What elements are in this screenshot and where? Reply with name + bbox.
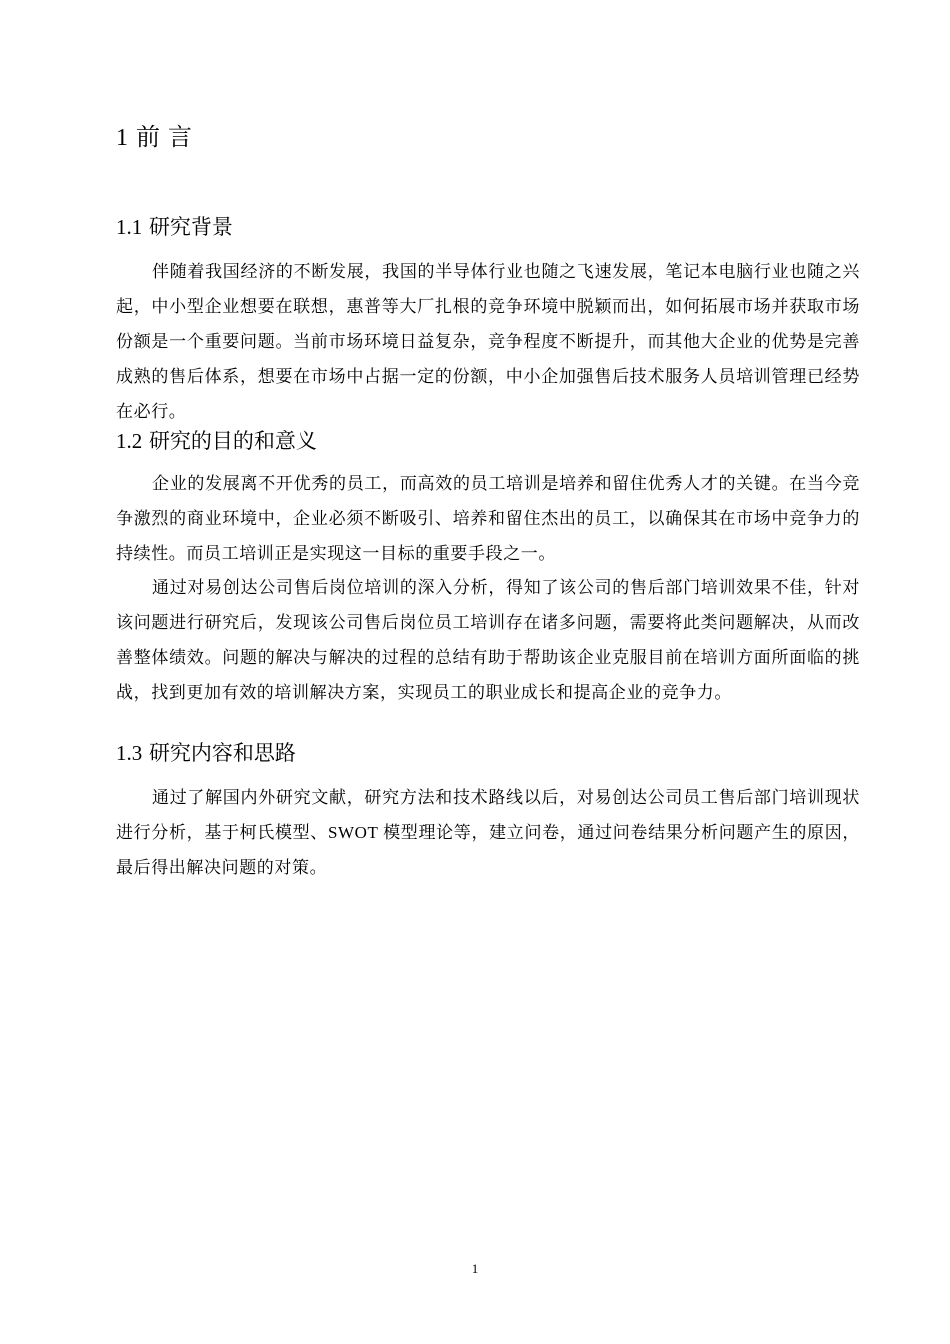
section-heading-1-2 <box>116 426 317 456</box>
chapter-title: 1 前 言 <box>116 125 193 151</box>
paragraph: 通过了解国内外研究文献，研究方法和技术路线以后，对易创达公司员工售后部门培训现状进行分析，基于柯氏模型、SWOT 模型理论等，建立问卷，通过问卷结果分析问题产生的原因，最后得出解决问题的对策。 <box>116 788 860 877</box>
paragraph: 伴随着我国经济的不断发展，我国的半导体行业也随之飞速发展，笔记本电脑行业也随之兴起，中小型企业想要在联想，惠普等大厂扎根的竞争环境中脱颖而出，如何拓展市场并获取市场份额是一个重要问题。当前市场环境日益复杂，竞争程度不断提升，而其他大企业的优势是完善成熟的售后体系，想要在市场中占据一定的份额，中小企加强售后技术服务人员培训管理已经势在必行。 <box>116 262 860 421</box>
section-number: 1.3 <box>116 741 143 765</box>
page-number: 1 <box>471 1261 479 1276</box>
section-heading-1-3 <box>116 738 296 768</box>
section-title: 研究内容和思路 <box>148 741 296 765</box>
section-title: 研究的目的和意义 <box>148 429 317 453</box>
section-heading-1-1 <box>116 212 233 242</box>
paragraph: 通过对易创达公司售后岗位培训的深入分析，得知了该公司的售后部门培训效果不佳，针对该问题进行研究后，发现该公司售后岗位员工培训存在诸多问题，需要将此类问题解决，从而改善整体绩效。问题的解决与解决的过程的总结有助于帮助该企业克服目前在培训方面所面临的挑战，找到更加有效的培训解决方案，实现员工的职业成长和提高企业的竞争力。 <box>116 578 860 702</box>
paragraph: 企业的发展离不开优秀的员工，而高效的员工培训是培养和留住优秀人才的关键。在当今竞争激烈的商业环境中，企业必须不断吸引、培养和留住杰出的员工，以确保其在市场中竞争力的持续性。而员工培训正是实现这一目标的重要手段之一。 <box>116 474 860 563</box>
section-number: 1.1 <box>116 215 143 239</box>
section-number: 1.2 <box>116 429 143 453</box>
section-title: 研究背景 <box>148 215 233 239</box>
